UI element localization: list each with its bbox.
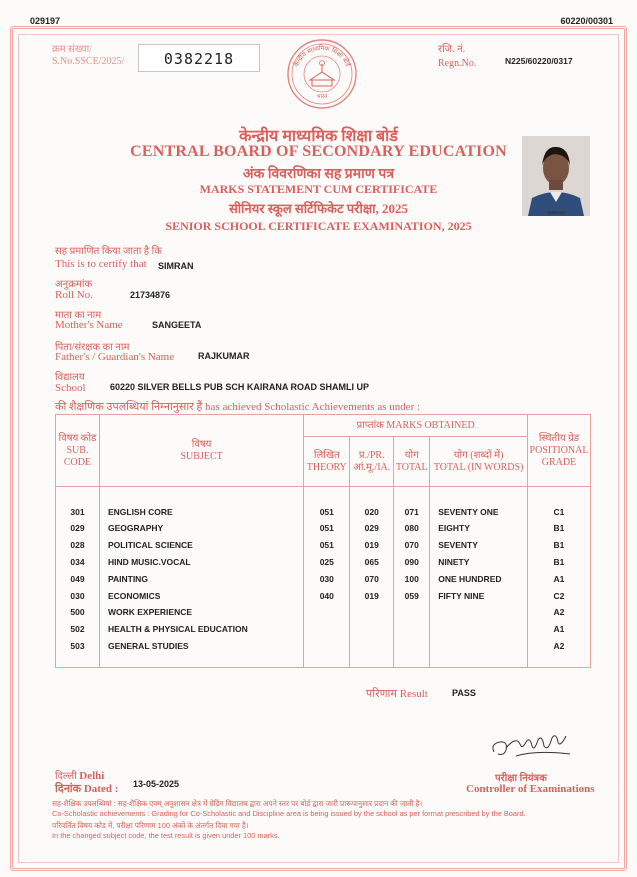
candidate-photo (522, 136, 590, 216)
candidate-name: SIMRAN (158, 261, 194, 271)
controller-title: Controller of Examinations (466, 783, 595, 795)
school-name: 60220 SILVER BELLS PUB SCH KAIRANA ROAD SHAMLI UP (110, 382, 370, 392)
exam-title-hindi: सीनियर स्कूल सर्टिफिकेट परीक्षा, 2025 (228, 201, 409, 216)
table-row: 502 HEALTH & PHYSICAL EDUCATION A1 (56, 621, 591, 638)
total-words-header: योग (शब्दों में) TOTAL (IN WORDS) (430, 437, 528, 487)
note-changed-code-hindi: परिवर्तित विषय कोड में, परीक्षा परिणाम 100 अंकों के अंतर्गत दिया गया है। (52, 821, 249, 830)
cbse-seal-icon (286, 38, 358, 110)
roll-label: Roll No. (55, 289, 93, 301)
top-left-number: 029197 (30, 16, 61, 26)
note-coscholastic-hindi: सह-शैक्षिक उपलब्धियां : सह-शैक्षिक एवम् अनुशासन क्षेत्र में ग्रेडिंग विद्यालय द्वारा अपने स्तर पर बोर्ड द्वारा जारी प्रारूपानुसार प्रदान की जाती है। (52, 799, 423, 808)
practical-header: प्र./PR. आं.मू./IA. (350, 437, 394, 487)
controller-title-hindi: परीक्षा नियंत्रक (495, 773, 547, 784)
table-row: 503 GENERAL STUDIES A2 (56, 638, 591, 655)
date-label: दिनांक Dated : (55, 783, 119, 795)
total-header: योग TOTAL (394, 437, 430, 487)
serial-number-label: क्रम संख्या/ S.No.SSCE/2025/ (52, 44, 125, 67)
roll-label-hindi: अनुक्रमांक (55, 279, 93, 290)
person-photo-icon (522, 136, 590, 216)
board-title: CENTRAL BOARD OF SECONDARY EDUCATION (130, 143, 507, 160)
table-row: 028 POLITICAL SCIENCE 051 019 070 SEVENTY B1 (56, 537, 591, 554)
grade-header: स्थितीय ग्रेड POSITIONAL GRADE (527, 415, 590, 487)
certify-label-hindi: सह प्रमाणित किया जाता है कि (55, 246, 162, 257)
registration-number: N225/60220/0317 (505, 56, 573, 66)
result-label: परिणाम Result (366, 688, 428, 700)
top-right-number: 60220/00301 (560, 16, 613, 26)
marks-obtained-header: प्राप्तांक MARKS OBTAINED (304, 415, 528, 437)
sub-code-header: विषय कोड SUB. CODE (56, 415, 100, 487)
result-value: PASS (452, 688, 476, 698)
table-row: 034 HIND MUSIC.VOCAL 025 065 090 NINETY B1 (56, 554, 591, 571)
statement-title-hindi: अंक विवरणिका सह प्रमाण पत्र (242, 167, 395, 182)
table-row: 301 ENGLISH CORE 051 020 071 SEVENTY ONE C1 (56, 503, 591, 520)
controller-signature-icon (486, 726, 576, 762)
registration-label: रजि. नं. Regn.No. (438, 44, 477, 69)
note-changed-code: In the changed subject code, the test result is given under 100 marks. (52, 831, 280, 840)
note-coscholastic: Co-Scholastic achievements : Grading for Co-Scholastic and Discipline area is being issued by the school as per format prescribed by the Board. (52, 809, 526, 818)
school-label: School (55, 382, 86, 394)
table-row: 030 ECONOMICS 040 019 059 FIFTY NINE C2 (56, 587, 591, 604)
father-name: RAJKUMAR (198, 351, 250, 361)
place-label: दिल्ली Delhi (55, 770, 105, 782)
exam-title: SENIOR SCHOOL CERTIFICATE EXAMINATION, 2025 (165, 219, 472, 233)
svg-text:केन्द्रीय माध्यमिक शिक्षा बोर्: केन्द्रीय माध्यमिक शिक्षा बोर्ड (293, 44, 351, 68)
board-title-hindi: केन्द्रीय माध्यमिक शिक्षा बोर्ड (239, 128, 398, 145)
mother-name: SANGEETA (152, 320, 202, 330)
marks-table (55, 414, 591, 668)
achievements-line: की शैक्षणिक उपलब्धियां निम्नानुसार हैं has achieved Scholastic Achievements as under : (55, 401, 421, 413)
father-label-hindi: पिता/संरक्षक का नाम (55, 342, 130, 353)
mother-label-hindi: माता का नाम (55, 310, 102, 321)
table-row: 500 WORK EXPERIENCE A2 (56, 604, 591, 621)
photo-caption: SIMRAN (547, 210, 565, 215)
statement-title: MARKS STATEMENT CUM CERTIFICATE (199, 182, 438, 196)
table-row: 049 PAINTING 030 070 100 ONE HUNDRED A1 (56, 570, 591, 587)
roll-number: 21734876 (130, 290, 171, 300)
date-value: 13-05-2025 (133, 779, 180, 789)
subject-header: विषय SUBJECT (99, 415, 303, 487)
theory-header: लिखित THEORY (304, 437, 350, 487)
certify-label: This is to certify that (55, 258, 147, 270)
svg-text:भारत: भारत (316, 94, 328, 100)
mother-label: Mother's Name (55, 319, 123, 331)
father-label: Father's / Guardian's Name (55, 351, 175, 363)
school-label-hindi: विद्यालय (55, 372, 85, 383)
table-row: 029 GEOGRAPHY 051 029 080 EIGHTY B1 (56, 520, 591, 537)
serial-number-box: 0382218 (138, 44, 260, 72)
